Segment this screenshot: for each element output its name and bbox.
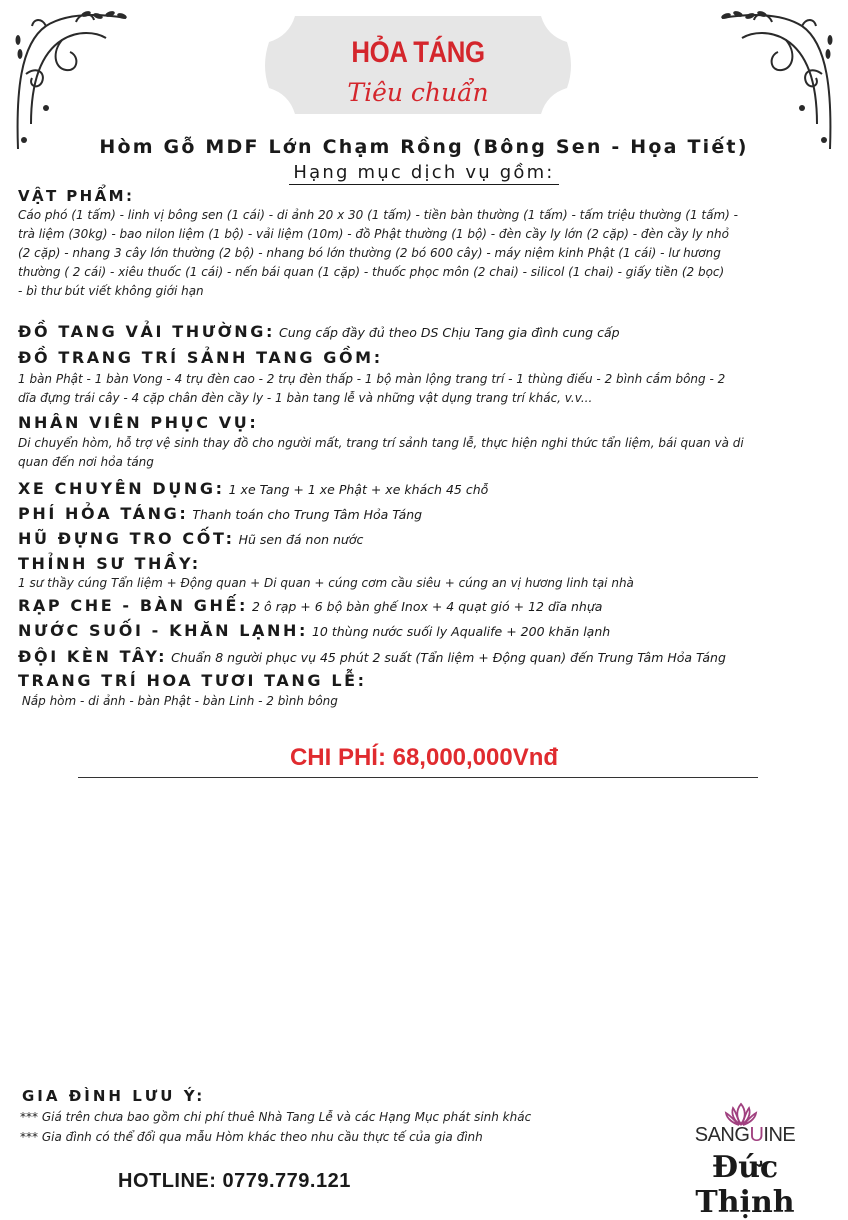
section-body: Cáo phó (1 tấm) - linh vị bông sen (1 cái) - di ảnh 20 x 30 (1 tấm) - tiền bàn thường (1 tấm) - tấm triệu thường (1 tấm) - trà liệm (30kg) - bao nilon liệm (1 bộ) - vải liệm (10m) - đồ Phật thường (1 bộ) - đèn cầy ly lớn (2 cặp) - đèn cầy ly nhỏ (2 cặp) - nhang 3 cây lớn thường (2 bộ) - nhang bó lớn thường (2 bó 600 cây) - máy niệm kinh Phật (1 cái) - lư hương thường ( 2 cái) - xiêu thuốc (1 cái) - nến bái quan (1 cặp) - thuốc phọc môn (2 chai) - silicol (1 chai) - giấy tiền (2 bọc) - bì thư bút viết không giới hạn bbox=[18, 208, 738, 298]
corner-ornament-left-icon bbox=[6, 4, 136, 154]
section-thinh-su-thay bbox=[18, 554, 832, 593]
shop-name: Đức Thịnh bbox=[695, 1150, 795, 1220]
section-body: 1 bàn Phật - 1 bàn Vong - 4 trụ đèn cao - 2 trụ đèn thấp - 1 bộ màn lộng trang trí - 1 thùng điếu - 2 bình cắm bông - 2 dĩa đựng trái cây - 4 cặp chân đèn cầy ly - 1 bàn tang lễ và những vật dụng trang trí khác, v.v... bbox=[18, 372, 726, 405]
title-badge bbox=[255, 6, 581, 124]
section-heading: ĐỒ TRANG TRÍ SẢNH TANG GỒM: bbox=[18, 348, 383, 367]
note-item: *** Giá trên chưa bao gồm chi phí thuê Nhà Tang Lễ và các Hạng Mục phát sinh khác bbox=[20, 1110, 532, 1124]
section-heading: RẠP CHE - BÀN GHẾ: 2 ô rạp + 6 bộ bàn ghế Inox + 4 quạt gió + 12 dĩa nhựa bbox=[18, 596, 603, 615]
section-heading: NƯỚC SUỐI - KHĂN LẠNH: 10 thùng nước suối ly Aqualife + 200 khăn lạnh bbox=[18, 621, 611, 640]
section-heading: ĐỘI KÈN TÂY: Chuẩn 8 người phục vụ 45 phút 2 suất (Tẩn liệm + Động quan) đến Trung Tâm Hỏa Táng bbox=[18, 647, 726, 666]
section-body: Di chuyển hòm, hỗ trợ vệ sinh thay đồ cho người mất, trang trí sảnh tang lễ, thực hiện nghi thức tẩn liệm, bái quan và di quan đến nơi hỏa táng bbox=[18, 436, 744, 469]
notes-heading: GIA ĐÌNH LƯU Ý: bbox=[22, 1087, 206, 1105]
section-heading: THỈNH SƯ THẦY: bbox=[18, 554, 201, 573]
services-heading: Hạng mục dịch vụ gồm: bbox=[0, 162, 848, 183]
section-trang-tri-sanh bbox=[18, 348, 832, 408]
badge-subtitle: Tiêu chuẩn bbox=[347, 78, 489, 107]
section-heading: XE CHUYÊN DỤNG: 1 xe Tang + 1 xe Phật + xe khách 45 chỗ bbox=[18, 479, 489, 498]
section-do-tang bbox=[18, 322, 832, 341]
section-rap-che bbox=[18, 596, 832, 615]
brand-name: SANGUINE bbox=[694, 1124, 796, 1146]
section-nhan-vien bbox=[18, 413, 832, 472]
section-heading: VẬT PHẨM: bbox=[18, 187, 135, 205]
section-heading: NHÂN VIÊN PHỤC VỤ: bbox=[18, 413, 259, 432]
section-vat-pham bbox=[18, 187, 832, 301]
corner-ornament-right-icon bbox=[712, 4, 842, 154]
section-heading: PHÍ HỎA TÁNG: Thanh toán cho Trung Tâm Hỏa Táng bbox=[18, 504, 423, 523]
section-phi-hoa-tang bbox=[18, 504, 832, 523]
section-body: 1 sư thầy cúng Tẩn liệm + Động quan + Di quan + cúng cơm cầu siêu + cúng an vị hương linh tại nhà bbox=[18, 576, 634, 590]
divider bbox=[78, 777, 758, 778]
section-nuoc-suoi bbox=[18, 621, 832, 640]
section-heading: TRANG TRÍ HOA TƯƠI TANG LỄ: bbox=[18, 671, 367, 690]
section-hoa-tuoi bbox=[18, 671, 832, 711]
product-title: Hòm Gỗ MDF Lớn Chạm Rồng (Bông Sen - Họa Tiết) bbox=[99, 136, 749, 158]
note-item: *** Gia đình có thể đổi qua mẫu Hòm khác theo nhu cầu thực tế của gia đình bbox=[20, 1130, 483, 1144]
hotline: HOTLINE: 0779.779.121 bbox=[118, 1170, 351, 1192]
section-heading: ĐỒ TANG VẢI THƯỜNG: Cung cấp đầy đủ theo DS Chịu Tang gia đình cung cấp bbox=[18, 322, 620, 341]
section-doi-ken bbox=[18, 647, 832, 666]
total-cost: CHI PHÍ: 68,000,000Vnđ bbox=[289, 744, 559, 771]
section-body: Nắp hòm - di ảnh - bàn Phật - bàn Linh - 2 bình bông bbox=[18, 694, 338, 708]
section-heading: HŨ ĐỰNG TRO CỐT: Hũ sen đá non nước bbox=[18, 529, 364, 548]
brand-logo bbox=[660, 1100, 830, 1220]
section-xe bbox=[18, 479, 832, 498]
badge-title: HỎA TÁNG bbox=[351, 36, 485, 69]
section-hu-tro-cot bbox=[18, 529, 832, 548]
